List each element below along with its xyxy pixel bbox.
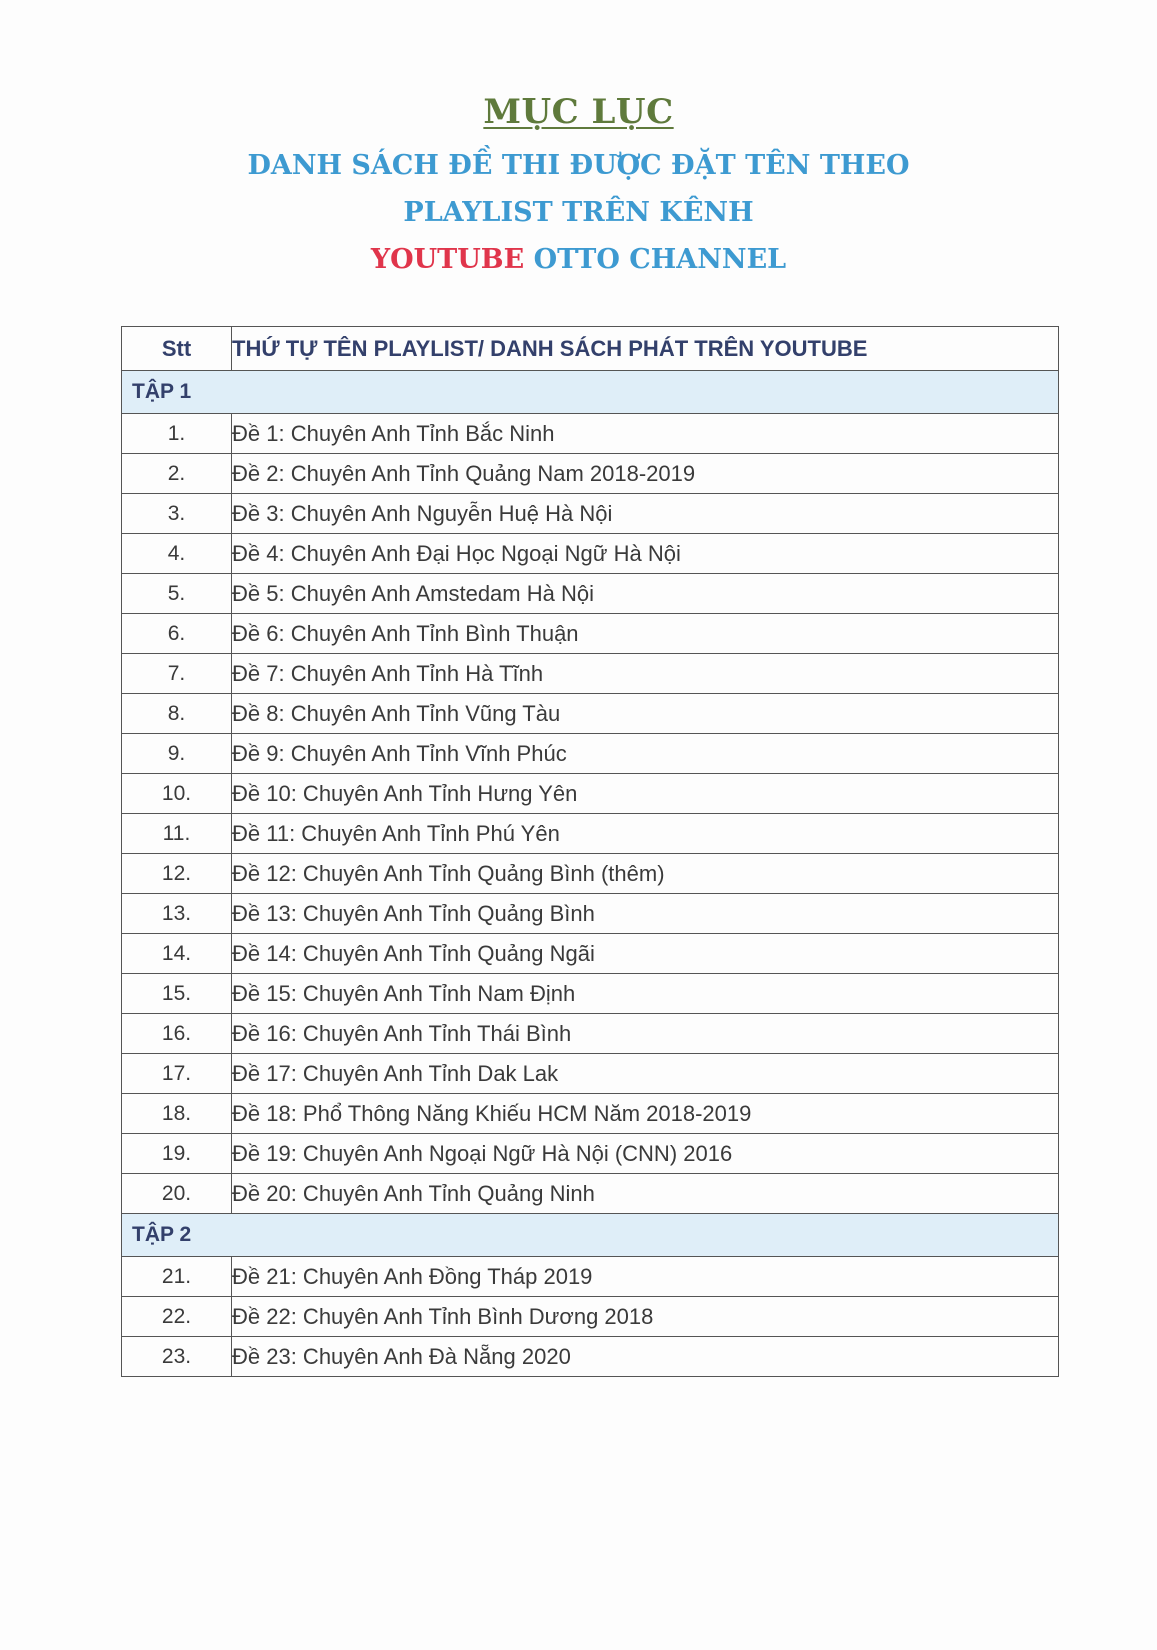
row-number: 4.: [122, 534, 232, 574]
subtitle-line-3: [0, 244, 1157, 275]
table-row: [122, 454, 1059, 494]
table-row: [122, 1134, 1059, 1174]
row-title: Đề 22: Chuyên Anh Tỉnh Bình Dương 2018: [232, 1297, 1059, 1337]
row-title: Đề 9: Chuyên Anh Tỉnh Vĩnh Phúc: [232, 734, 1059, 774]
table-row: [122, 534, 1059, 574]
section-row: [122, 371, 1059, 414]
row-title: Đề 2: Chuyên Anh Tỉnh Quảng Nam 2018-2019: [232, 454, 1059, 494]
section-row: [122, 1214, 1059, 1257]
table-row: [122, 1054, 1059, 1094]
table-row: [122, 1337, 1059, 1377]
table-row: [122, 654, 1059, 694]
table-row: [122, 1174, 1059, 1214]
row-number: 14.: [122, 934, 232, 974]
row-title: Đề 14: Chuyên Anh Tỉnh Quảng Ngãi: [232, 934, 1059, 974]
section-label: TẬP 1: [122, 371, 1059, 414]
row-title: Đề 15: Chuyên Anh Tỉnh Nam Định: [232, 974, 1059, 1014]
row-title: Đề 8: Chuyên Anh Tỉnh Vũng Tàu: [232, 694, 1059, 734]
table-row: [122, 1297, 1059, 1337]
row-number: 22.: [122, 1297, 232, 1337]
table-row: [122, 414, 1059, 454]
table-row: [122, 814, 1059, 854]
playlist-table: [121, 326, 1059, 1377]
row-title: Đề 13: Chuyên Anh Tỉnh Quảng Bình: [232, 894, 1059, 934]
row-number: 1.: [122, 414, 232, 454]
table-row: [122, 574, 1059, 614]
row-number: 8.: [122, 694, 232, 734]
header-playlist-name: THỨ TỰ TÊN PLAYLIST/ DANH SÁCH PHÁT TRÊN YOUTUBE: [232, 327, 1059, 371]
row-title: Đề 17: Chuyên Anh Tỉnh Dak Lak: [232, 1054, 1059, 1094]
row-title: Đề 18: Phổ Thông Năng Khiếu HCM Năm 2018-2019: [232, 1094, 1059, 1134]
row-number: 7.: [122, 654, 232, 694]
row-title: Đề 16: Chuyên Anh Tỉnh Thái Bình: [232, 1014, 1059, 1054]
row-title: Đề 7: Chuyên Anh Tỉnh Hà Tĩnh: [232, 654, 1059, 694]
table-row: [122, 494, 1059, 534]
table-row: [122, 614, 1059, 654]
row-number: 19.: [122, 1134, 232, 1174]
table-row: [122, 1257, 1059, 1297]
row-title: Đề 5: Chuyên Anh Amstedam Hà Nội: [232, 574, 1059, 614]
row-title: Đề 3: Chuyên Anh Nguyễn Huệ Hà Nội: [232, 494, 1059, 534]
row-title: Đề 11: Chuyên Anh Tỉnh Phú Yên: [232, 814, 1059, 854]
row-number: 16.: [122, 1014, 232, 1054]
row-title: Đề 19: Chuyên Anh Ngoại Ngữ Hà Nội (CNN) 2016: [232, 1134, 1059, 1174]
subtitle-line-2: PLAYLIST TRÊN KÊNH: [403, 197, 754, 228]
row-title: Đề 12: Chuyên Anh Tỉnh Quảng Bình (thêm): [232, 854, 1059, 894]
row-number: 5.: [122, 574, 232, 614]
row-number: 13.: [122, 894, 232, 934]
row-number: 11.: [122, 814, 232, 854]
page-title: MỤC LỤC: [483, 92, 674, 132]
channel-name: OTTO CHANNEL: [524, 244, 787, 275]
table-row: [122, 774, 1059, 814]
row-title: Đề 21: Chuyên Anh Đồng Tháp 2019: [232, 1257, 1059, 1297]
table-row: [122, 974, 1059, 1014]
row-number: 12.: [122, 854, 232, 894]
row-number: 17.: [122, 1054, 232, 1094]
row-title: Đề 4: Chuyên Anh Đại Học Ngoại Ngữ Hà Nội: [232, 534, 1059, 574]
row-number: 6.: [122, 614, 232, 654]
row-number: 15.: [122, 974, 232, 1014]
table-row: [122, 1094, 1059, 1134]
table-header-row: [122, 327, 1059, 371]
row-number: 23.: [122, 1337, 232, 1377]
row-number: 10.: [122, 774, 232, 814]
youtube-highlight: YOUTUBE: [370, 244, 525, 275]
table-row: [122, 934, 1059, 974]
subtitle-line-1: DANH SÁCH ĐỀ THI ĐƯỢC ĐẶT TÊN THEO: [247, 150, 910, 181]
row-number: 9.: [122, 734, 232, 774]
row-title: Đề 20: Chuyên Anh Tỉnh Quảng Ninh: [232, 1174, 1059, 1214]
row-title: Đề 1: Chuyên Anh Tỉnh Bắc Ninh: [232, 414, 1059, 454]
row-number: 2.: [122, 454, 232, 494]
row-title: Đề 10: Chuyên Anh Tỉnh Hưng Yên: [232, 774, 1059, 814]
row-number: 18.: [122, 1094, 232, 1134]
row-number: 3.: [122, 494, 232, 534]
section-label: TẬP 2: [122, 1214, 1059, 1257]
table-row: [122, 1014, 1059, 1054]
header-stt: Stt: [122, 327, 232, 371]
table-row: [122, 694, 1059, 734]
row-title: Đề 6: Chuyên Anh Tỉnh Bình Thuận: [232, 614, 1059, 654]
table-row: [122, 894, 1059, 934]
row-number: 20.: [122, 1174, 232, 1214]
row-number: 21.: [122, 1257, 232, 1297]
table-row: [122, 734, 1059, 774]
table-row: [122, 854, 1059, 894]
row-title: Đề 23: Chuyên Anh Đà Nẵng 2020: [232, 1337, 1059, 1377]
